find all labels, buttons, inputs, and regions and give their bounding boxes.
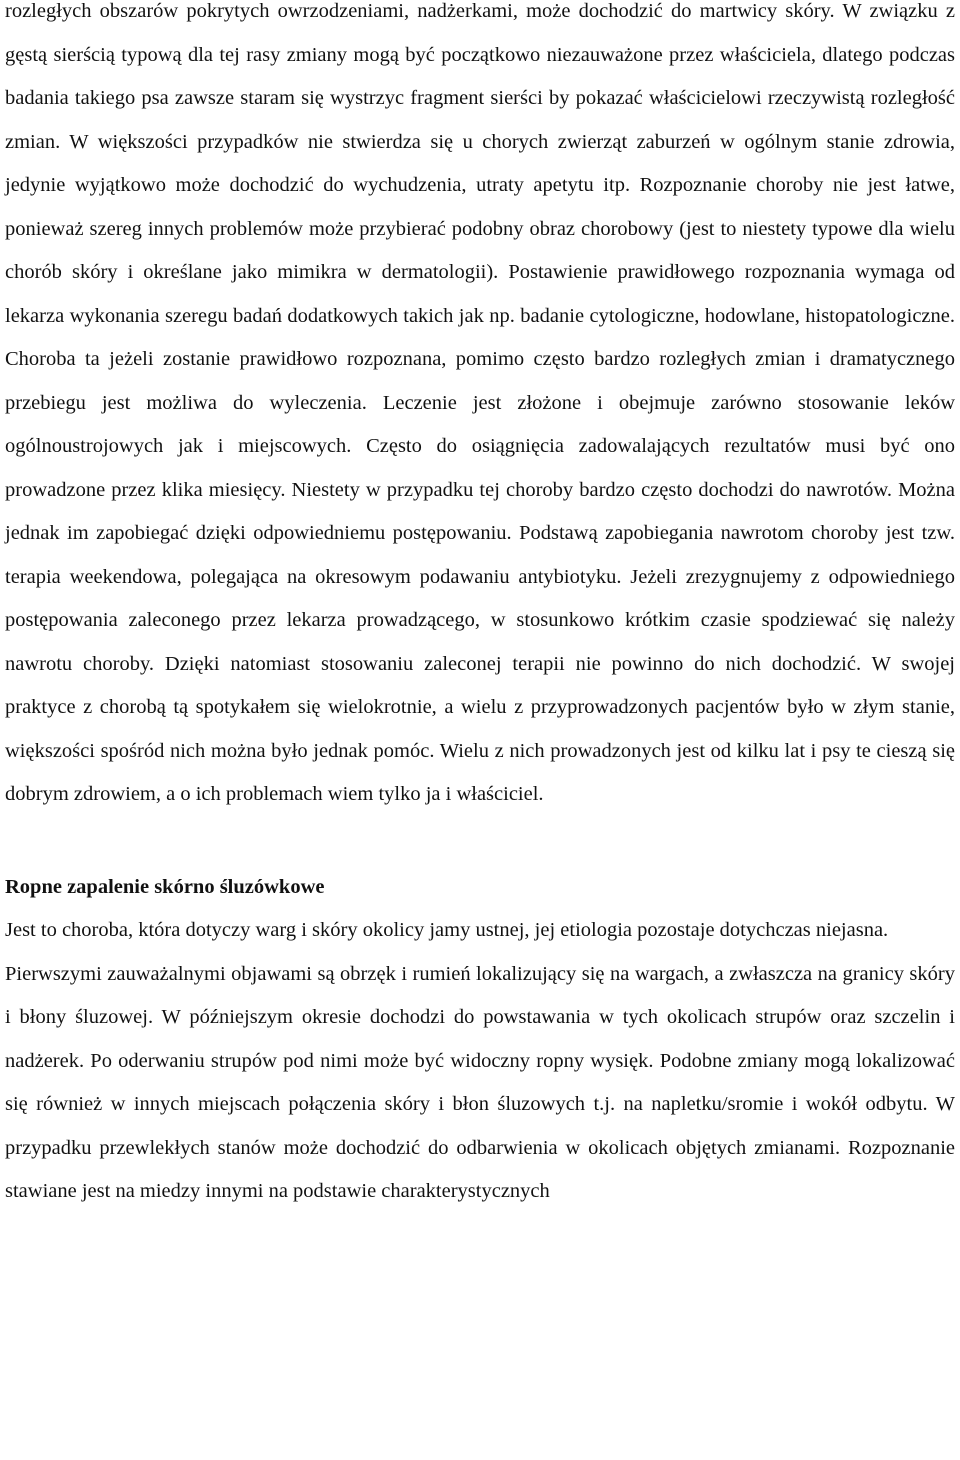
document-page: [5, 0, 955, 1214]
body-paragraph-1: rozległych obszarów pokrytych owrzodzeniami, nadżerkami, może dochodzić do martwicy skóry. W związku z gęstą sierścią typową dla tej rasy zmiany mogą być początkowo niezauważone przez właściciela, dlatego podczas badania takiego psa zawsze staram się wystrzyc fragment sierści by pokazać właścicielowi rzeczywistą rozległość zmian. W większości przypadków nie stwierdza się u chorych zwierząt zaburzeń w ogólnym stanie zdrowia, jedynie wyjątkowo może dochodzić do wychudzenia, utraty apetytu itp. Rozpoznanie choroby nie jest łatwe, ponieważ szereg innych problemów może przybierać podobny obraz chorobowy (jest to niestety typowe dla wielu chorób skóry i określane jako mimikra w dermatologii). Postawienie prawidłowego rozpoznania wymaga od lekarza wykonania szeregu badań dodatkowych takich jak np. badanie cytologiczne, hodowlane, histopatologiczne. Choroba ta jeżeli zostanie prawidłowo rozpoznana, pomimo często bardzo rozległych zmian i dramatycznego przebiegu jest możliwa do wyleczenia. Leczenie jest złożone i obejmuje zarówno stosowanie leków ogólnoustrojowych jak i miejscowych. Często do osiągnięcia zadowalających rezultatów musi być ono prowadzone przez klika miesięcy. Niestety w przypadku tej choroby bardzo często dochodzi do nawrotów. Można jednak im zapobiegać dzięki odpowiedniemu postępowaniu. Podstawą zapobiegania nawrotom choroby jest tzw. terapia weekendowa, polegająca na okresowym podawaniu antybiotyku. Jeżeli zrezygnujemy z odpowiedniego postępowania zaleconego przez lekarza prowadzącego, w stosunkowo krótkim czasie spodziewać się należy nawrotu choroby. Dzięki natomiast stosowaniu zaleconej terapii nie powinno do nich dochodzić. W swojej praktyce z chorobą tą spotykałem się wielokrotnie, a wielu z przyprowadzonych pacjentów było w złym stanie, większości spośród nich można było jednak pomóc. Wielu z nich prowadzonych jest od kilku lat i psy te cieszą się dobrym zdrowiem, a o ich problemach wiem tylko ja i właściciel.: [5, 0, 955, 805]
body-paragraph-2: Jest to choroba, która dotyczy warg i skóry okolicy jamy ustnej, jej etiologia pozostaje dotychczas niejasna.: [5, 919, 889, 941]
body-paragraph-3: Pierwszymi zauważalnymi objawami są obrzęk i rumień lokalizujący się na wargach, a zwłaszcza na granicy skóry i błony śluzowej. W późniejszym okresie dochodzi do powstawania w tych okolicach strupów oraz szczelin i nadżerek. Po oderwaniu strupów pod nimi może być widoczny ropny wysięk. Podobne zmiany mogą lokalizować się również w innych miejscach połączenia skóry i błon śluzowych t.j. na napletku/sromie i wokół odbytu. W przypadku przewlekłych stanów może dochodzić do odbarwienia w okolicach objętych zmianami. Rozpoznanie stawiane jest na miedzy innymi na podstawie charakterystycznych: [5, 962, 955, 1202]
section-heading: Ropne zapalenie skórno śluzówkowe: [5, 875, 325, 898]
